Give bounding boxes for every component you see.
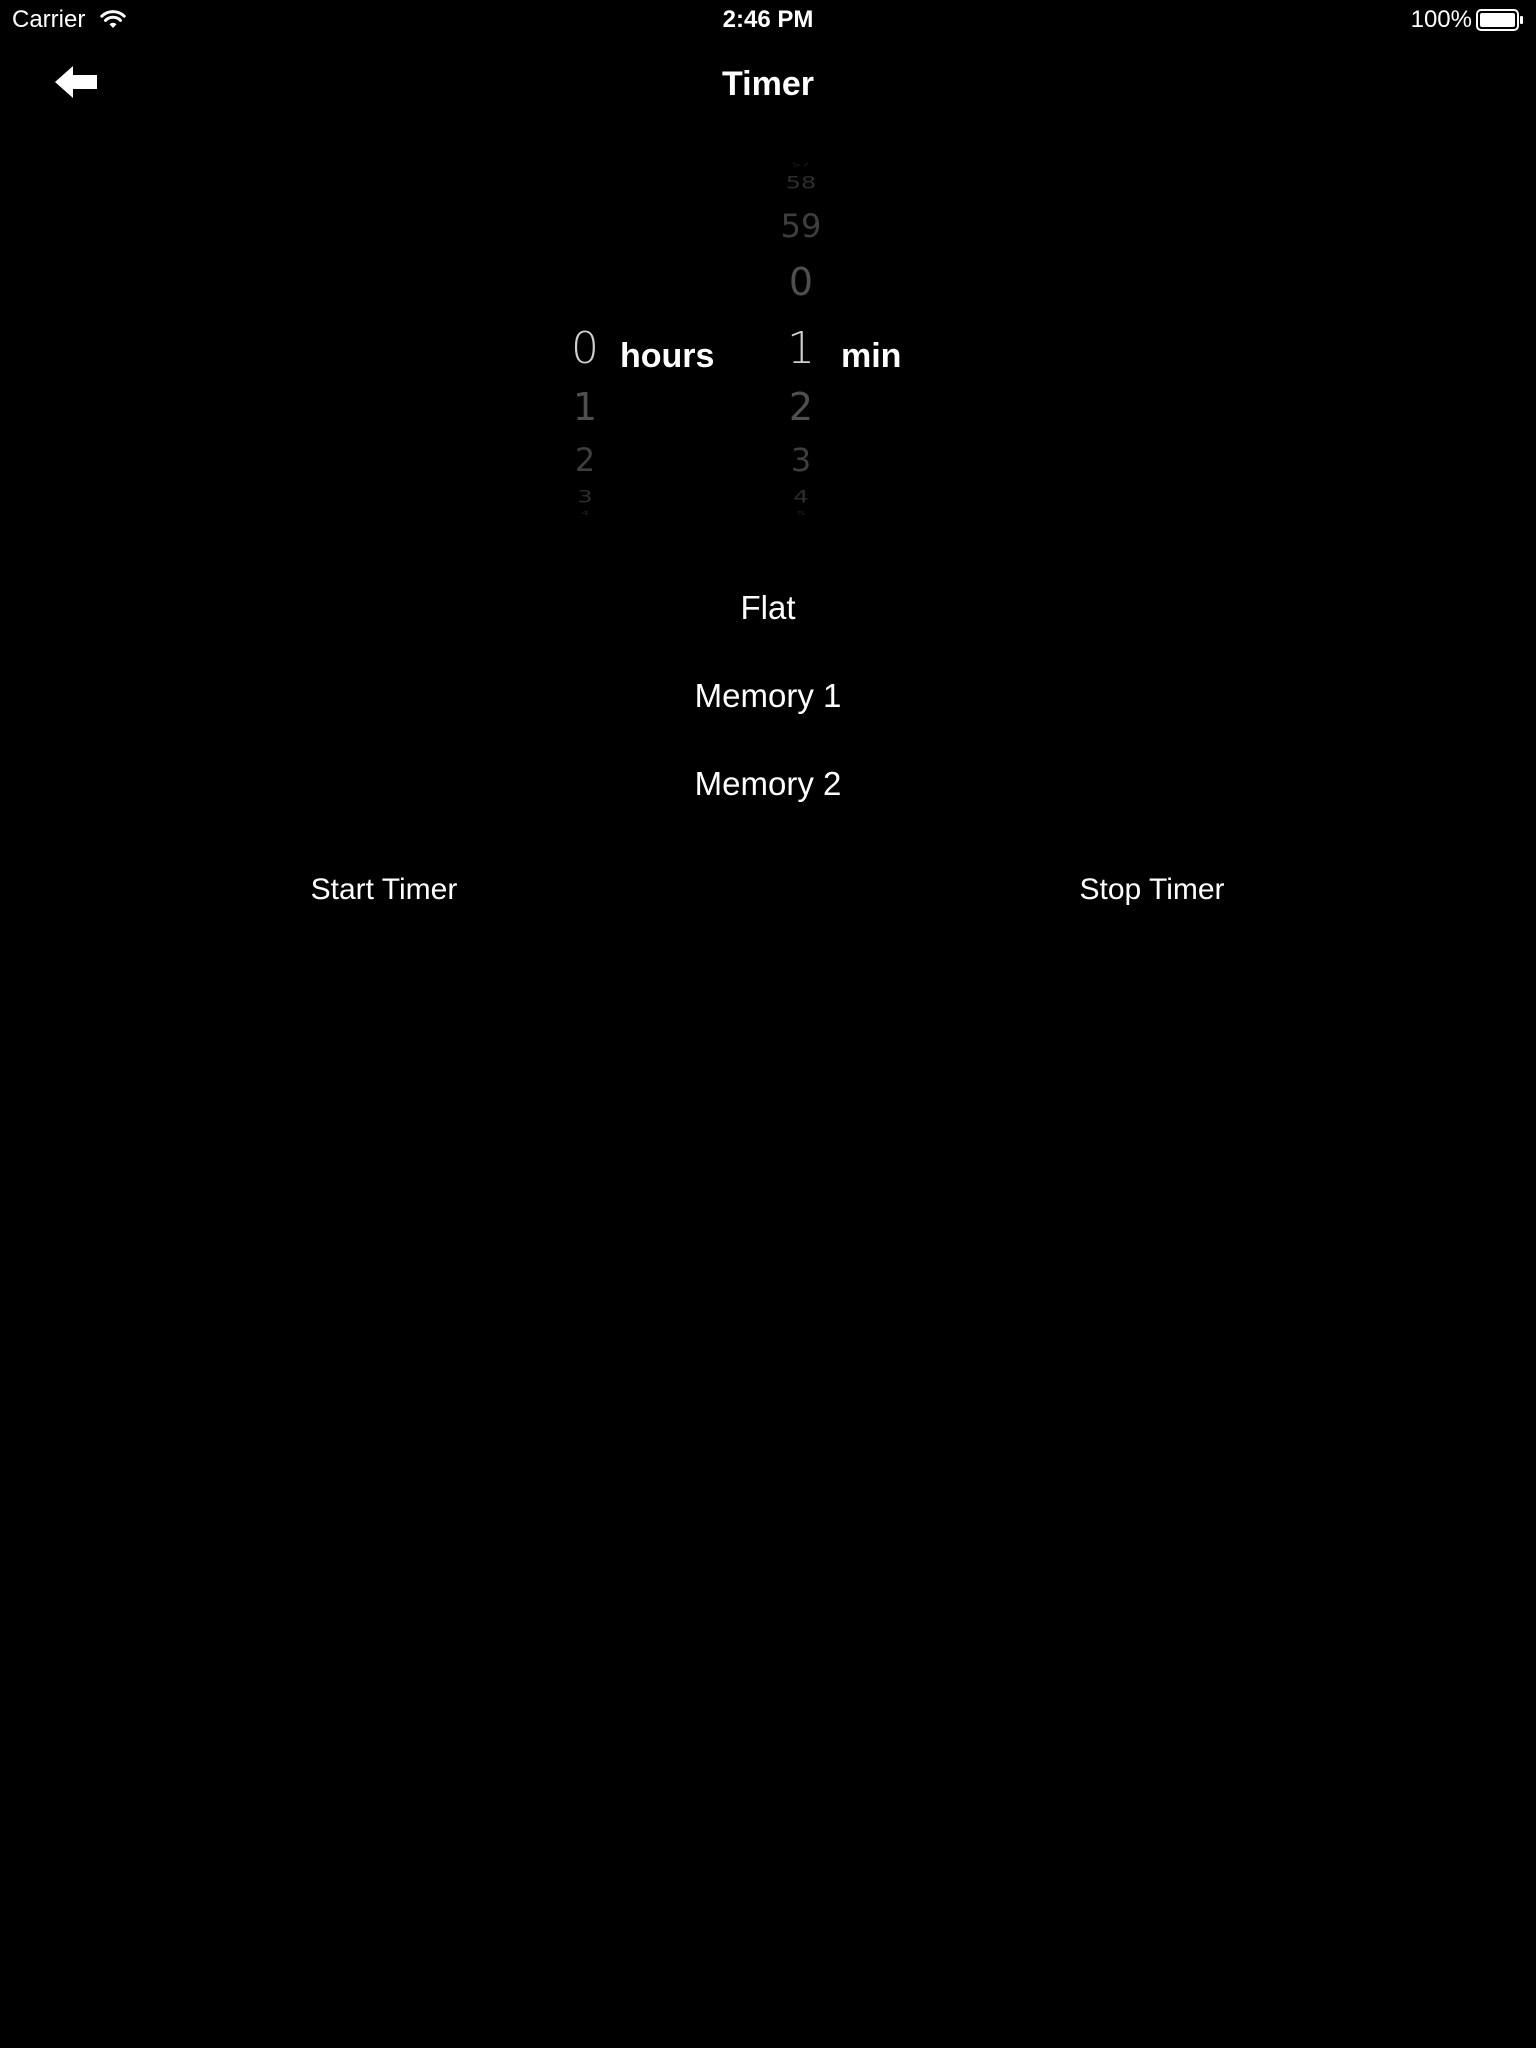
minutes-option[interactable]: 57 [792, 163, 810, 167]
stop-timer-button[interactable]: Stop Timer [1079, 873, 1225, 906]
start-timer-button[interactable]: Start Timer [310, 873, 458, 906]
minutes-option[interactable]: 3 [790, 441, 812, 479]
hours-option[interactable]: 1 [572, 385, 598, 429]
memory-2-button[interactable]: Memory 2 [694, 765, 842, 802]
minutes-selected-value: 1 [787, 323, 815, 374]
battery-full-icon [1476, 9, 1524, 31]
hours-unit-label: hours [620, 337, 715, 375]
hours-option[interactable]: 4 [580, 511, 590, 515]
minutes-option[interactable]: 0 [788, 260, 814, 304]
status-bar [0, 0, 1536, 40]
minutes-option[interactable]: 59 [780, 207, 822, 245]
status-time: 2:46 PM [722, 6, 814, 33]
hours-option[interactable]: 3 [577, 487, 593, 507]
minutes-option[interactable]: 4 [793, 487, 809, 507]
page-title: Timer [722, 65, 814, 103]
hours-wheel[interactable] [540, 160, 630, 520]
minutes-option[interactable]: 58 [785, 173, 817, 193]
minutes-wheel[interactable] [756, 160, 846, 520]
minutes-option[interactable]: 2 [788, 385, 814, 429]
timer-duration-picker[interactable] [540, 160, 1000, 520]
memory-1-button[interactable]: Memory 1 [694, 677, 842, 714]
battery-percentage: 100% [1410, 6, 1472, 33]
minutes-unit-label: min [841, 337, 902, 375]
hours-option[interactable]: 2 [574, 441, 596, 479]
carrier-label: Carrier [12, 6, 86, 33]
hours-selected-value: 0 [571, 323, 599, 374]
minutes-option[interactable]: 5 [796, 511, 806, 515]
flat-button[interactable]: Flat [740, 589, 796, 626]
